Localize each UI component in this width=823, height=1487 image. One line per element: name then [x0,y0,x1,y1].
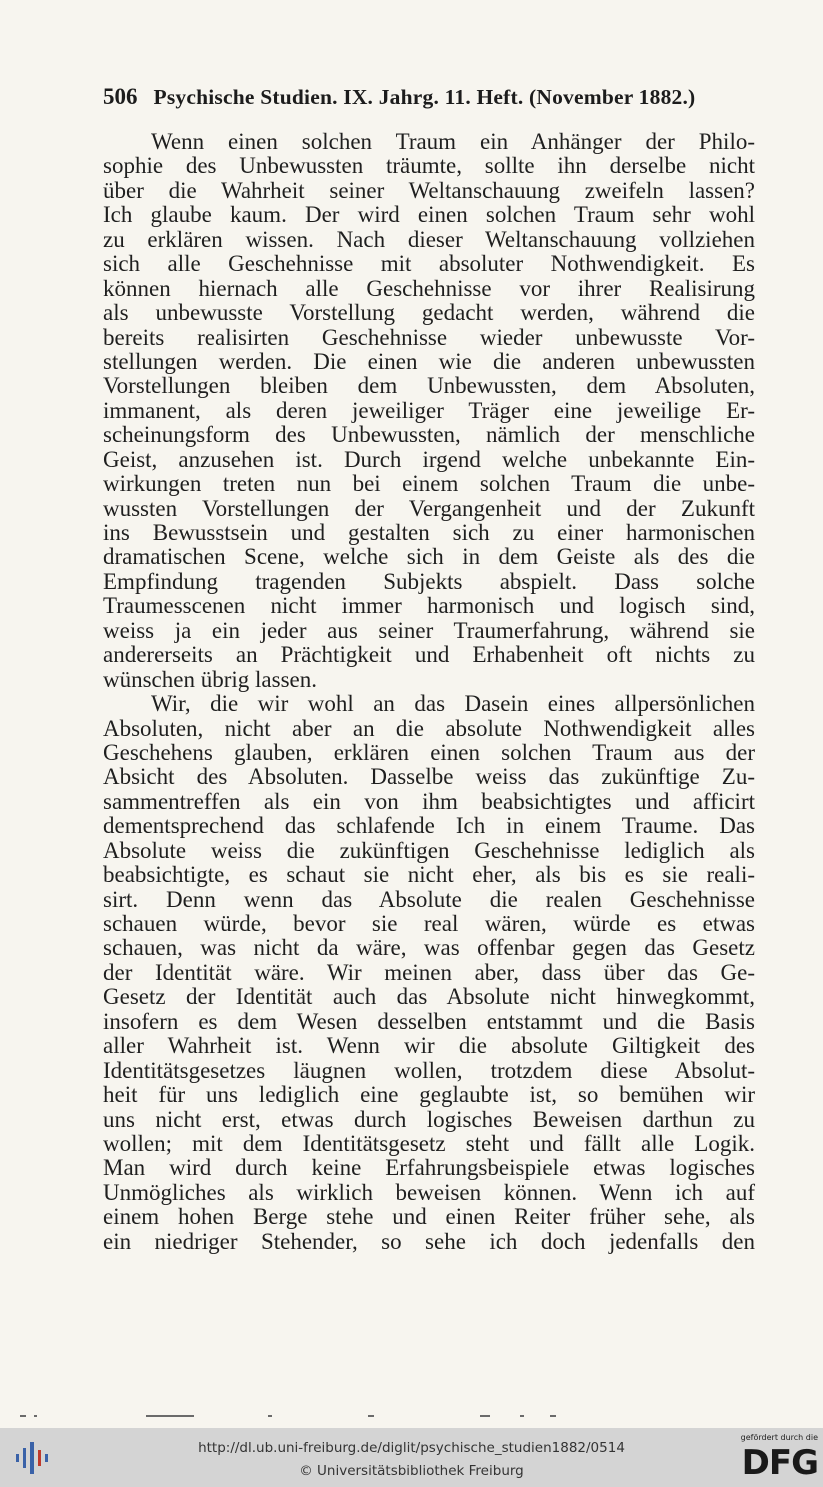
text-line: ins Bewusstsein und gestalten sich zu einer harmonischen [103,520,755,545]
text-line: wünschen übrig lassen. [103,666,317,692]
text-line: Wir, die wir wohl an das Dasein eines allpersönlichen [151,691,755,717]
dfg-funding-logo [718,1433,818,1483]
running-title: Psychische Studien. IX. Jahrg. 11. Heft. (November 1882.) [153,85,696,109]
text-line: insofern es dem Wesen desselben entstammt und die Basis [103,1008,755,1034]
text-line: beabsichtigte, es schaut sie nicht eher, als bis es sie reali- [103,862,755,888]
scan-edge-marks [20,1412,580,1420]
text-line: dramatischen Scene, welche sich in dem Geiste als des die [103,544,755,570]
paragraph-1 [103,130,755,692]
text-line: als unbewusste Vorstellung gedacht werden, während die [103,300,755,326]
text-line: Empfindung tragenden Subjekts abspielt. Dass solche [103,568,755,594]
text-line: Vorstellungen bleiben dem Unbewussten, dem Absoluten, [103,373,755,399]
text-line: sirt. Denn wenn das Absolute die realen Geschehnisse [103,886,755,912]
text-line: wirkungen treten nun bei einem solchen Traum die unbe- [103,471,755,497]
text-line: einem hohen Berge stehe und einen Reiter früher sehe, als [103,1204,755,1230]
text-line: Absolute weiss die zukünftigen Geschehnisse lediglich als [103,837,755,863]
text-line: Absicht des Absoluten. Dasselbe weiss das zukünftige Zu- [103,764,755,790]
text-line: wollen; mit dem Identitätsgesetz steht und fällt alle Logik. [103,1130,755,1156]
dfg-caption: gefördert durch die [740,1433,818,1442]
text-line: Absoluten, nicht aber an die absolute Nothwendigkeit alles [103,715,755,741]
text-line: Wenn einen solchen Traum ein Anhänger der Philo- [151,129,755,154]
text-line: ein niedriger Stehender, so sehe ich doch jedenfalls den [103,1228,755,1254]
text-line: Unmögliches als wirklich beweisen können. Wenn ich auf [103,1179,755,1205]
text-line: Man wird durch keine Erfahrungsbeispiele etwas logisches [103,1155,755,1181]
footer-bar [0,1428,823,1487]
text-line: uns nicht erst, etwas durch logisches Beweisen darthun zu [103,1106,755,1132]
source-url-link[interactable]: http://dl.ub.uni-freiburg.de/diglit/psychische_studien1882/0514 [198,1440,625,1456]
text-line: stellungen werden. Die einen wie die anderen unbewussten [103,348,755,374]
text-line: aller Wahrheit ist. Wenn wir die absolute Giltigkeit des [103,1033,755,1059]
running-head [103,84,753,110]
text-line: dementsprechend das schlafende Ich in einem Traume. Das [103,813,755,839]
text-line: Geist, anzusehen ist. Durch irgend welche unbekannte Ein- [103,446,755,472]
text-line: weiss ja ein jeder aus seiner Traumerfahrung, während sie [103,617,755,643]
text-line: sammentreffen als ein von ihm beabsichtigtes und afficirt [103,788,755,814]
text-line: Ich glaube kaum. Der wird einen solchen Traum sehr wohl [103,202,755,228]
text-line: schauen, was nicht da wäre, was offenbar gegen das Gesetz [103,935,755,961]
text-line: Traumesscenen nicht immer harmonisch und logisch sind, [103,593,755,619]
text-line: immanent, als deren jeweiliger Träger eine jeweilige Er- [103,397,755,423]
text-line: Gesetz der Identität auch das Absolute nicht hinwegkommt, [103,984,755,1010]
text-line: wussten Vorstellungen der Vergangenheit und der Zukunft [103,495,755,521]
copyright-notice: © Universitätsbibliothek Freiburg [299,1463,524,1479]
text-line: bereits realisirten Geschehnisse wieder unbewusste Vor- [103,324,755,350]
body-text [103,130,755,1254]
text-line: zu erklären wissen. Nach dieser Weltanschauung vollziehen [103,226,755,252]
text-line: sophie des Unbewussten träumte, sollte ihn derselbe nicht [103,153,755,179]
text-line: Identitätsgesetzes läugnen wollen, trotzdem diese Absolut- [103,1057,755,1083]
text-line: Geschehens glauben, erklären einen solchen Traum aus der [103,739,755,765]
text-line: sich alle Geschehnisse mit absoluter Nothwendigkeit. Es [103,251,755,277]
text-line: heit für uns lediglich eine geglaubte ist, so bemühen wir [103,1082,755,1108]
page-number: 506 [103,84,138,109]
paragraph-2 [103,692,755,1254]
text-line: andererseits an Prächtigkeit und Erhabenheit oft nichts zu [103,642,755,668]
text-line: scheinungsform des Unbewussten, nämlich der menschliche [103,422,755,448]
text-line: über die Wahrheit seiner Weltanschauung zweifeln lassen? [103,177,755,203]
text-line: können hiernach alle Geschehnisse vor ihrer Realisirung [103,275,755,301]
text-line: schauen würde, bevor sie real wären, würde es etwas [103,911,755,936]
dfg-logo-icon: DFG [741,1443,818,1483]
text-line: der Identität wäre. Wir meinen aber, dass über das Ge- [103,959,755,985]
